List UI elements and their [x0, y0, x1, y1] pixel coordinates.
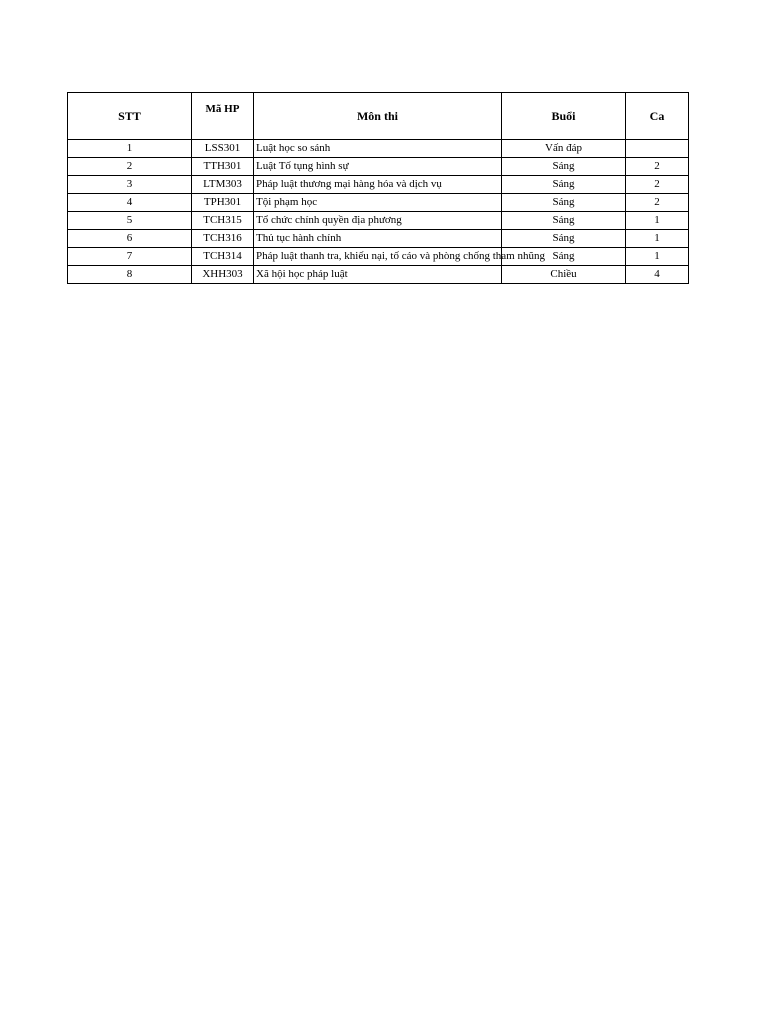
cell-buoi: Vấn đáp	[502, 140, 626, 158]
cell-ca: 4	[626, 266, 689, 284]
cell-ca: 1	[626, 248, 689, 266]
cell-ma-hp: LTM303	[192, 176, 254, 194]
cell-ma-hp: LSS301	[192, 140, 254, 158]
table-row	[68, 194, 689, 212]
cell-buoi: Chiều	[502, 266, 626, 284]
cell-mon-thi: Xã hội học pháp luật	[254, 266, 502, 284]
cell-stt: 7	[68, 248, 192, 266]
cell-ma-hp: TCH314	[192, 248, 254, 266]
cell-stt: 5	[68, 212, 192, 230]
exam-schedule-table	[67, 92, 689, 284]
cell-stt: 4	[68, 194, 192, 212]
header-mon-thi: Môn thi	[254, 93, 502, 140]
cell-ca: 2	[626, 176, 689, 194]
cell-ca	[626, 140, 689, 158]
cell-ma-hp: TCH315	[192, 212, 254, 230]
cell-ma-hp: TTH301	[192, 158, 254, 176]
cell-mon-thi: Thủ tục hành chính	[254, 230, 502, 248]
cell-ma-hp: XHH303	[192, 266, 254, 284]
cell-stt: 3	[68, 176, 192, 194]
cell-mon-thi: Pháp luật thanh tra, khiếu nại, tố cáo và phòng chống tham nhũng	[254, 248, 502, 266]
table-row	[68, 230, 689, 248]
cell-buoi: Sáng	[502, 248, 626, 266]
table-row	[68, 248, 689, 266]
table-header-row	[68, 93, 689, 140]
cell-buoi: Sáng	[502, 158, 626, 176]
cell-mon-thi: Luật Tố tụng hình sự	[254, 158, 502, 176]
header-stt: STT	[68, 93, 192, 140]
table-row	[68, 266, 689, 284]
cell-stt: 1	[68, 140, 192, 158]
cell-buoi: Sáng	[502, 176, 626, 194]
cell-stt: 2	[68, 158, 192, 176]
cell-buoi: Sáng	[502, 212, 626, 230]
cell-buoi: Sáng	[502, 230, 626, 248]
cell-mon-thi: Pháp luật thương mại hàng hóa và dịch vụ	[254, 176, 502, 194]
cell-ma-hp: TPH301	[192, 194, 254, 212]
cell-ca: 1	[626, 230, 689, 248]
header-ma-hp: Mã HP	[192, 93, 254, 140]
table-row	[68, 176, 689, 194]
header-buoi: Buổi	[502, 93, 626, 140]
cell-ca: 2	[626, 194, 689, 212]
cell-stt: 8	[68, 266, 192, 284]
cell-mon-thi: Tội phạm học	[254, 194, 502, 212]
cell-buoi: Sáng	[502, 194, 626, 212]
cell-ma-hp: TCH316	[192, 230, 254, 248]
table-row	[68, 158, 689, 176]
table-row	[68, 140, 689, 158]
table-row	[68, 212, 689, 230]
cell-mon-thi: Luật học so sánh	[254, 140, 502, 158]
cell-ca: 2	[626, 158, 689, 176]
cell-ca: 1	[626, 212, 689, 230]
cell-mon-thi: Tổ chức chính quyền địa phương	[254, 212, 502, 230]
header-ca: Ca	[626, 93, 689, 140]
cell-stt: 6	[68, 230, 192, 248]
